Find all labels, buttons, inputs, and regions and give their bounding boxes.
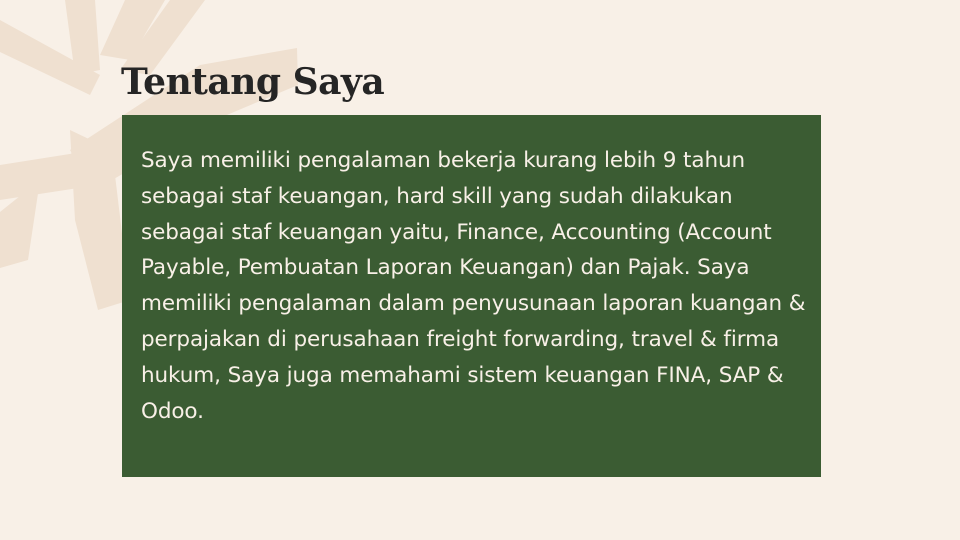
about-text-panel: [122, 115, 821, 477]
about-description: Saya memiliki pengalaman bekerja kurang lebih 9 tahun sebagai staf keuangan, hard skill yang sudah dilakukan sebagai staf keuangan yaitu, Finance, Accounting (Account Payable, Pembuatan Laporan Keuangan) dan Pajak. Saya memiliki pengalaman dalam penyusunaan laporan kuangan & perpajakan di perusahaan freight forwarding, travel & firma hukum, Saya juga memahami sistem keuangan FINA, SAP & Odoo.: [141, 148, 806, 424]
page-title: Tentang Saya: [121, 61, 385, 103]
